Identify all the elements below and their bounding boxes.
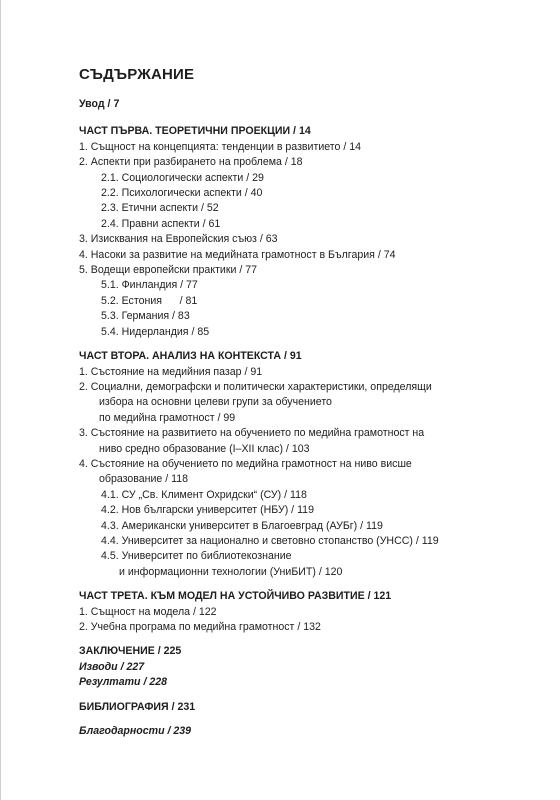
toc-item: 2. Аспекти при разбирането на проблема / 18: [79, 156, 303, 169]
toc-part2-heading: ЧАСТ ВТОРА. АНАЛИЗ НА КОНТЕКСТА / 91: [79, 350, 302, 363]
toc-intro: Увод / 7: [79, 98, 120, 110]
toc-thanks: Благодарности / 239: [79, 725, 192, 738]
toc-results: Резултати / 228: [79, 676, 168, 689]
toc-item: 5.3. Германия / 83: [101, 310, 190, 323]
toc-part3-heading: ЧАСТ ТРЕТА. КЪМ МОДЕЛ НА УСТОЙЧИВО РАЗВИТИЕ / 121: [79, 590, 392, 603]
toc-item-cont: образование / 118: [99, 473, 189, 486]
toc-item: 4. Насоки за развитие на медийната грамотност в България / 74: [79, 248, 396, 261]
toc-item: 4.3. Американски университет в Благоевград (АУБг) / 119: [101, 519, 383, 532]
toc-item: 5. Водещи европейски практики / 77: [79, 264, 258, 277]
toc-item: 4.5. Университет по библиотекознание: [101, 550, 292, 563]
toc-item: 3. Изисквания на Европейския съюз / 63: [79, 233, 278, 246]
toc-bibliography: БИБЛИОГРАФИЯ / 231: [79, 700, 196, 713]
toc-item-cont: и информационни технологии (УниБИТ) / 120: [119, 565, 343, 578]
toc-item: 5.4. Нидерландия / 85: [101, 325, 210, 338]
page-title: СЪДЪРЖАНИЕ: [79, 66, 195, 83]
toc-conclusion: ЗАКЛЮЧЕНИЕ / 225: [79, 645, 182, 658]
toc-item: 2.3. Етични аспекти / 52: [101, 202, 219, 215]
toc-item: 2.4. Правни аспекти / 61: [101, 217, 221, 230]
toc-item: 4. Състояние на обучението по медийна грамотност на ниво висше: [79, 457, 412, 470]
toc-item: 4.4. Университет за национално и световно стопанство (УНСС) / 119: [101, 534, 439, 547]
toc-item: 4.1. СУ „Св. Климент Охридски“ (СУ) / 118: [101, 488, 307, 501]
toc-item-cont: ниво средно образование (I–XII клас) / 103: [99, 442, 310, 455]
toc-item: 5.1. Финландия / 77: [101, 279, 198, 292]
toc-item: 1. Същност на модела / 122: [79, 605, 217, 618]
toc-findings: Изводи / 227: [79, 660, 145, 673]
toc-item: 3. Състояние на развитието на обучението по медийна грамотност на: [79, 427, 425, 440]
toc-item: 2. Социални, демографски и политически характеристики, определящи: [79, 380, 432, 393]
toc-item: 1. Същност на концепцията: тенденции в развитието / 14: [79, 140, 362, 153]
toc-item: 5.2. Естония / 81: [101, 294, 198, 307]
toc-item: 2.2. Психологически аспекти / 40: [101, 187, 263, 200]
toc-part1-heading: ЧАСТ ПЪРВА. ТЕОРЕТИЧНИ ПРОЕКЦИИ / 14: [79, 125, 311, 138]
toc-item: 4.2. Нов български университет (НБУ) / 119: [101, 504, 314, 517]
toc-item-cont: избора на основни целеви групи за обучението: [99, 396, 332, 409]
toc-item-cont: по медийна грамотност / 99: [99, 411, 236, 424]
toc-item: 1. Състояние на медийния пазар / 91: [79, 365, 263, 378]
toc-item: 2. Учебна програма по медийна грамотност / 132: [79, 621, 321, 633]
toc-item: 2.1. Социологически аспекти / 29: [101, 171, 264, 184]
